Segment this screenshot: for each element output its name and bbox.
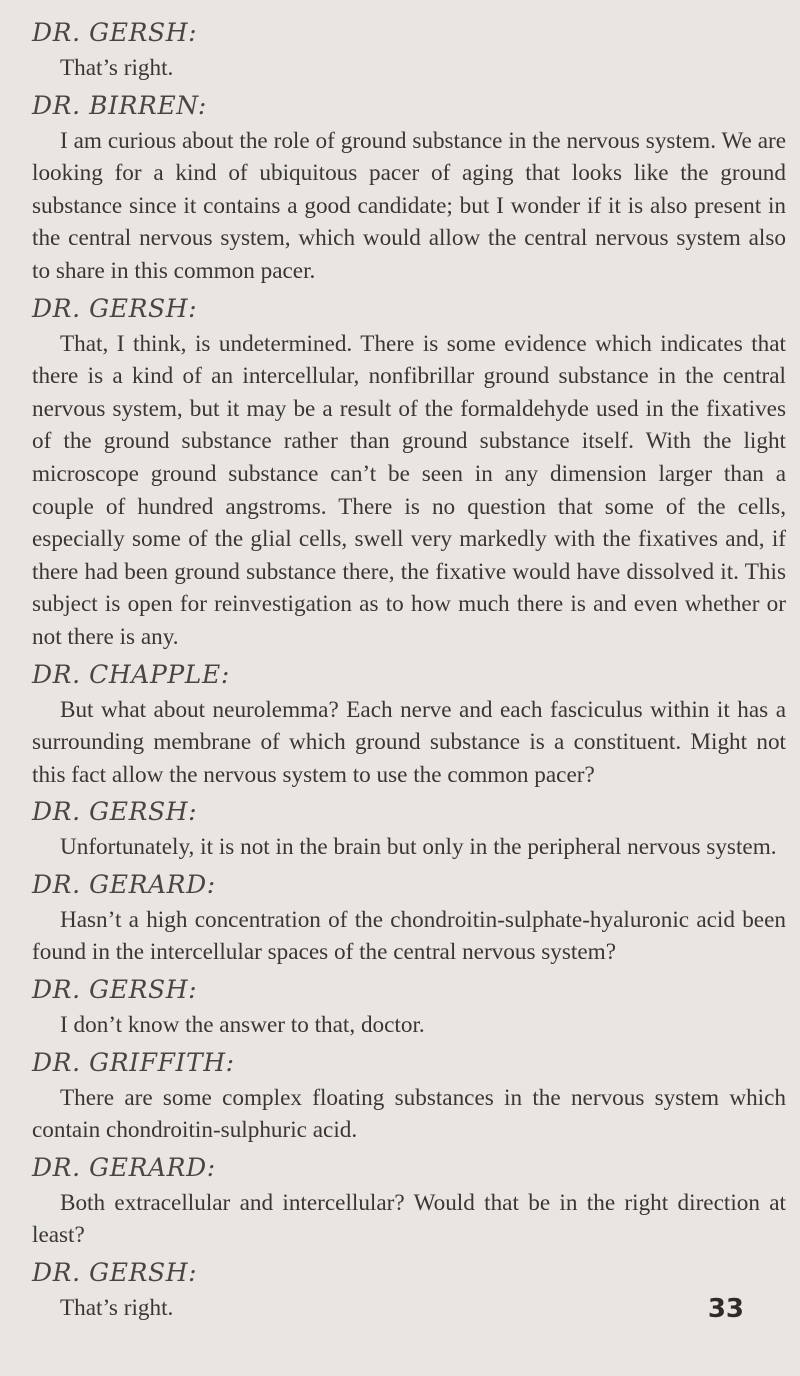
dialogue-entry bbox=[32, 1254, 786, 1325]
speech-text: But what about neurolemma? Each nerve and each fasciculus within it has a surrounding membrane of which ground substance is a constituent. Might not this fact allow the nervous system to use the common pacer? bbox=[32, 696, 786, 788]
speaker-name: DR. GERARD: bbox=[32, 1152, 216, 1182]
dialogue-entry bbox=[32, 971, 786, 1042]
dialogue-entry bbox=[32, 793, 786, 864]
speaker-name: DR. GRIFFITH: bbox=[32, 1047, 235, 1077]
speech-text: There are some complex floating substances in the nervous system which contain chondroitin-sulphuric acid. bbox=[32, 1084, 786, 1144]
speech-text: That, I think, is undetermined. There is some evidence which indicates that there is a kind of an intercellular, nonfibrillar ground substance in the central nervous system, but it may be a result of the formaldehyde used in the fixatives of the ground substance rather than ground substance itself. With the light microscope ground substance can’t be seen in any dimension larger than a couple of hundred angstroms. There is no question that some of the cells, especially some of the glial cells, swell very markedly with the fixatives and, if there had been ground substance there, the fixative would have dissolved it. This subject is open for reinvestigation as to how much there is and even whether or not there is any. bbox=[32, 330, 786, 650]
speech-text: Hasn’t a high concentration of the chondroitin-sulphate-hyaluronic acid been found in the intercellular spaces of the central nervous system? bbox=[32, 906, 786, 966]
speaker-name: DR. GERSH: bbox=[32, 18, 198, 47]
speaker-name: DR. GERSH: bbox=[32, 1258, 198, 1288]
speaker-name: DR. BIRREN: bbox=[32, 90, 207, 120]
speaker-name: DR. GERSH: bbox=[32, 293, 198, 323]
speech-text: Both extracellular and intercellular? Would that be in the right direction at least? bbox=[32, 1189, 786, 1249]
speaker-name: DR. GERARD: bbox=[32, 869, 216, 899]
transcript-page bbox=[32, 14, 786, 1327]
speech-text: That’s right. bbox=[60, 55, 174, 81]
speech-text: I am curious about the role of ground substance in the nervous system. We are looking for a kind of ubiquitous pacer of aging that looks like the ground substance since it contains a good candidate; but I wonder if it is also present in the central nervous system, which would allow the central nervous system also to share in this common pacer. bbox=[32, 127, 786, 284]
speech-text: That’s right. bbox=[60, 1295, 174, 1322]
dialogue-entry bbox=[32, 656, 786, 792]
speaker-name: DR. GERSH: bbox=[32, 797, 198, 827]
speech-text: Unfortunately, it is not in the brain but only in the peripheral nervous system. bbox=[60, 834, 777, 861]
dialogue-entry bbox=[32, 1149, 786, 1252]
dialogue-entry bbox=[32, 14, 786, 85]
dialogue-entry bbox=[32, 290, 786, 654]
dialogue-entry bbox=[32, 866, 786, 969]
dialogue-entry bbox=[32, 87, 786, 288]
speech-text: I don’t know the answer to that, doctor. bbox=[60, 1012, 425, 1039]
dialogue-entry bbox=[32, 1044, 786, 1147]
page-number: 33 bbox=[707, 1294, 744, 1324]
speaker-name: DR. GERSH: bbox=[32, 975, 198, 1005]
speaker-name: DR. CHAPPLE: bbox=[32, 659, 230, 689]
